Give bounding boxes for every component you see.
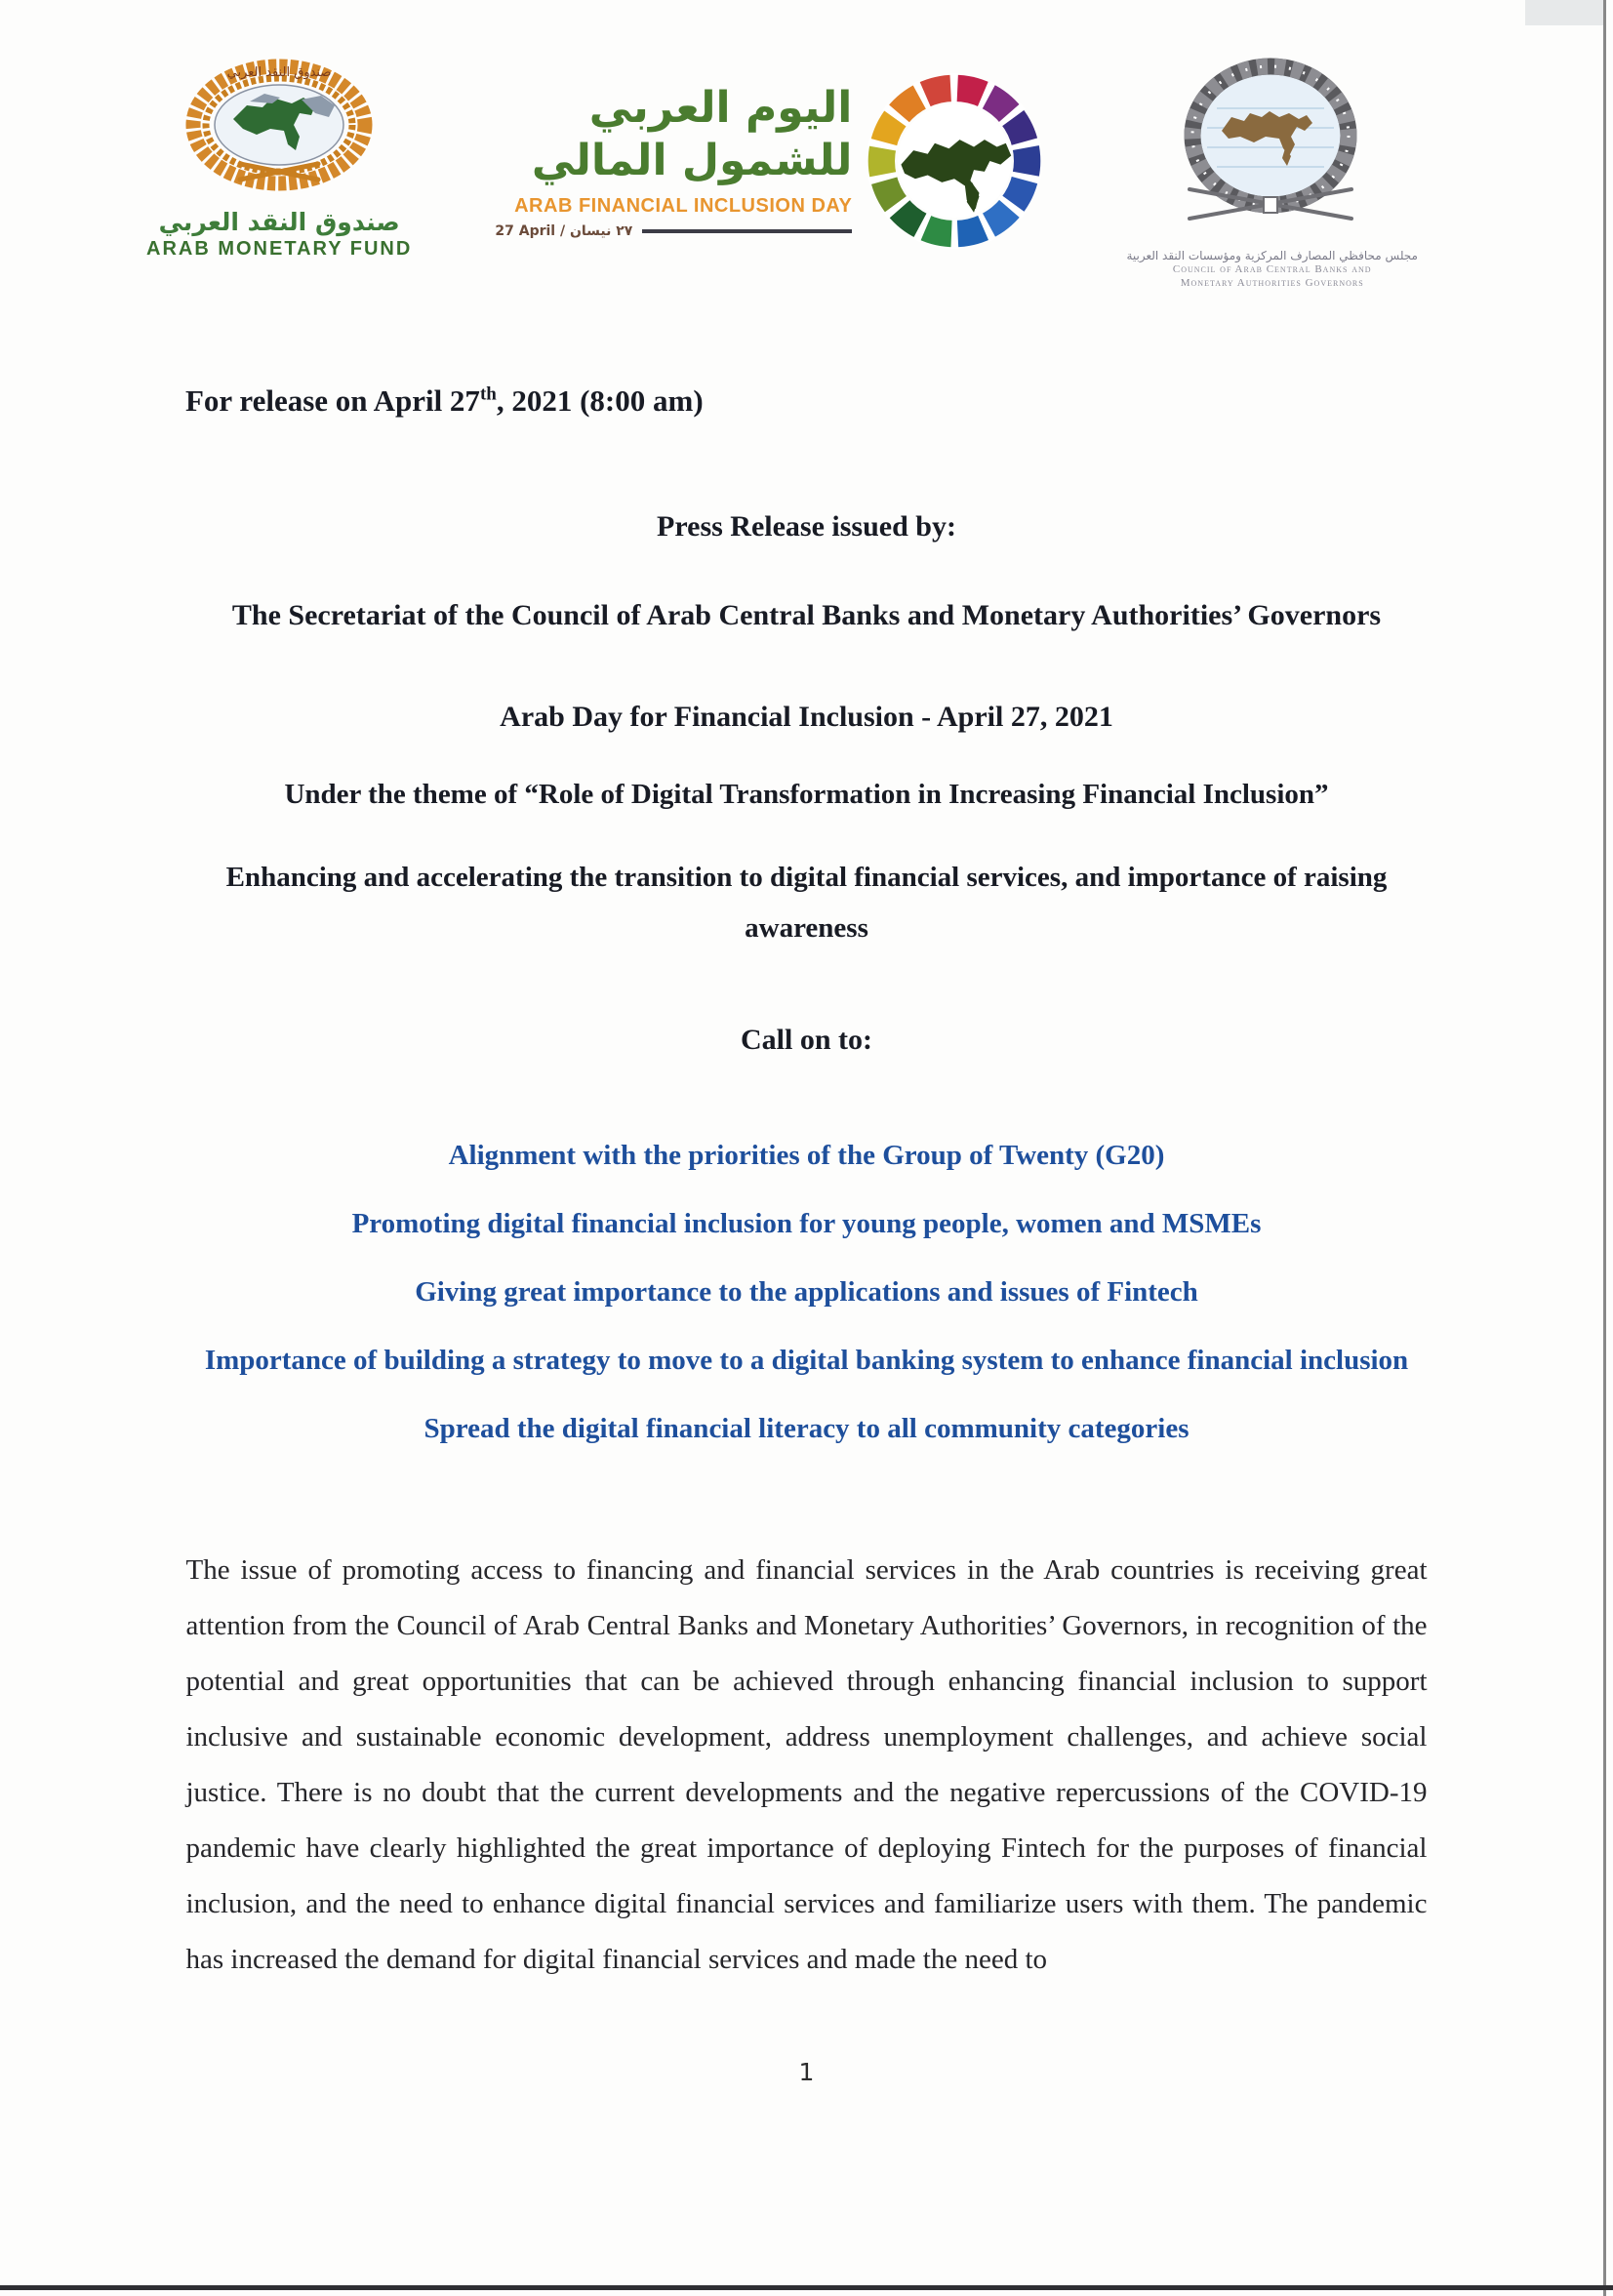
release-line-prefix: For release on April 27 (185, 383, 480, 418)
amf-logo-top-inscription: صندوق النقد العربي (226, 65, 332, 80)
scan-edge-right (1603, 0, 1606, 2296)
afid-logo-arabic-line1: اليوم العربي (588, 83, 853, 133)
heading-subtheme: Enhancing and accelerating the transition to digital financial services, and importance of raising awareness (225, 862, 1388, 944)
council-logo-english-line2: Monetary Authorities Governors (1180, 277, 1364, 289)
call-item-literacy: Spread the digital financial literacy to all community categories (423, 1413, 1190, 1444)
council-logo-arabic-name: مجلس محافظي المصارف المركزية ومؤسسات النقد العربية (1126, 249, 1418, 262)
call-item-promoting: Promoting digital financial inclusion for young people, women and MSMEs (351, 1208, 1262, 1239)
body-paragraph: The issue of promoting access to financing and financial services in the Arab countries is receiving great attention from the Council of Arab Central Banks and Monetary Authorities’ Governors, in recognition of the potential and great opportunities that can be achieved through enhancing financial inclusion to support inclusive and sustainable economic development, address unemployment challenges, and achieve social justice. There is no doubt that the current developments and the negative repercussions of the COVID-19 pandemic have clearly highlighted the great importance of deploying Fintech for the purposes of financial inclusion, and the need to enhance digital financial services and familiarize users with them. The pandemic has increased the demand for digital financial services and made the need to (185, 1554, 1428, 1975)
heading-event-title: Arab Day for Financial Inclusion - April 27, 2021 (500, 701, 1113, 733)
afid-logo-dateline (495, 223, 852, 239)
council-logo (1126, 55, 1418, 290)
scan-edge-bottom (0, 2285, 1613, 2290)
amf-logo (146, 55, 412, 261)
afid-logo (495, 72, 1043, 250)
call-items-list (0, 1131, 1613, 1453)
heading-call-on-to: Call on to: (741, 1024, 872, 1056)
heading-theme: Under the theme of “Role of Digital Transformation in Increasing Financial Inclusion” (284, 779, 1329, 810)
heading-secretariat: The Secretariat of the Council of Arab Central Banks and Monetary Authorities’ Governors (231, 599, 1382, 631)
call-item-fintech: Giving great importance to the applications and issues of Fintech (415, 1276, 1198, 1308)
council-logo-english-line1: Council of Arab Central Banks and (1172, 263, 1372, 275)
amf-logo-icon (157, 55, 401, 201)
release-line-suffix: , 2021 (8:00 am) (496, 383, 704, 418)
afid-logo-text (495, 72, 852, 239)
afid-logo-mosaic-icon (866, 72, 1043, 250)
scan-artifact-corner (1525, 0, 1603, 25)
amf-logo-english-name: ARAB MONETARY FUND (146, 238, 413, 260)
heading-press-release: Press Release issued by: (657, 510, 956, 543)
header-logos (0, 0, 1613, 290)
afid-logo-rule (642, 229, 852, 233)
call-item-g20: Alignment with the priorities of the Group of Twenty (G20) (448, 1140, 1165, 1171)
afid-logo-date: 27 April / ٢٧ نيسان (495, 223, 633, 239)
amf-logo-arabic-name: صندوق النقد العربي (158, 208, 400, 236)
page-number: 1 (798, 2058, 815, 2086)
release-line-superscript: th (479, 383, 497, 405)
council-logo-icon (1160, 55, 1385, 240)
release-line (185, 383, 1613, 419)
afid-logo-arabic-line2: للشمول المالي (531, 136, 853, 185)
council-logo-caption (1126, 249, 1418, 290)
call-item-strategy: Importance of building a strategy to move to a digital banking system to enhance financial inclusion (204, 1345, 1409, 1376)
afid-logo-english-name: ARAB FINANCIAL INCLUSION DAY (514, 195, 853, 217)
